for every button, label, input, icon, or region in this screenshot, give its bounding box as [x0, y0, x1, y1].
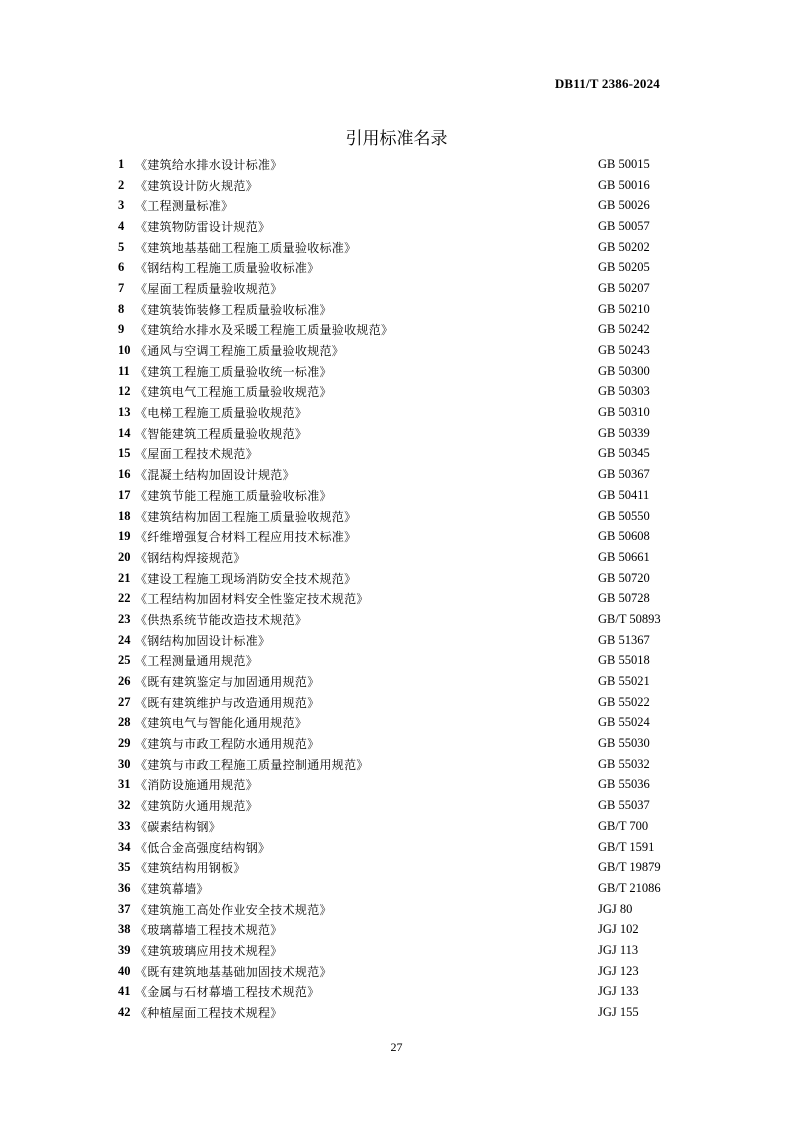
reference-row — [118, 257, 678, 278]
reference-number: 30 — [118, 756, 131, 771]
reference-title: 《建筑施工高处作业安全技术规范》 — [135, 902, 332, 917]
reference-standard-code: GB/T 50893 — [598, 611, 661, 626]
reference-row — [118, 526, 678, 547]
reference-standard-code: JGJ 102 — [598, 922, 639, 937]
reference-title: 《建筑电气与智能化通用规范》 — [135, 716, 308, 731]
reference-number: 19 — [118, 529, 131, 544]
reference-number: 25 — [118, 653, 131, 668]
reference-standard-code: GB 55024 — [598, 715, 650, 730]
reference-standard-code: GB 55037 — [598, 798, 650, 813]
reference-standard-code: GB 50339 — [598, 425, 650, 440]
reference-number: 13 — [118, 405, 131, 420]
reference-row — [118, 588, 678, 609]
reference-standard-code: GB 51367 — [598, 632, 650, 647]
reference-standard-code: GB 50411 — [598, 487, 650, 502]
reference-title: 《建筑与市政工程施工质量控制通用规范》 — [135, 757, 369, 772]
reference-title: 《建筑地基基础工程施工质量验收标准》 — [135, 240, 357, 255]
reference-number: 24 — [118, 632, 131, 647]
reference-standard-code: GB 50300 — [598, 363, 650, 378]
reference-row — [118, 175, 678, 196]
reference-row — [118, 547, 678, 568]
reference-number: 27 — [118, 694, 131, 709]
reference-list — [118, 154, 678, 1023]
reference-title: 《建筑玻璃应用技术规程》 — [135, 943, 283, 958]
reference-title: 《建筑结构用钢板》 — [135, 861, 246, 876]
reference-standard-code: JGJ 80 — [598, 901, 633, 916]
reference-title: 《消防设施通用规范》 — [135, 778, 259, 793]
reference-number: 3 — [118, 198, 125, 213]
reference-title: 《种植屋面工程技术规程》 — [135, 1006, 283, 1021]
page-number: 27 — [390, 1040, 403, 1054]
reference-row — [118, 382, 678, 403]
reference-row — [118, 630, 678, 651]
reference-standard-code: JGJ 155 — [598, 1005, 639, 1020]
reference-row — [118, 402, 678, 423]
reference-title: 《金属与石材幕墙工程技术规范》 — [135, 985, 320, 1000]
reference-number: 21 — [118, 570, 131, 585]
reference-title: 《既有建筑维护与改造通用规范》 — [135, 695, 320, 710]
reference-standard-code: GB 50367 — [598, 467, 650, 482]
reference-row — [118, 1002, 678, 1023]
reference-number: 31 — [118, 777, 131, 792]
reference-title: 《通风与空调工程施工质量验收规范》 — [135, 344, 345, 359]
reference-title: 《建筑幕墙》 — [135, 881, 209, 896]
reference-row — [118, 278, 678, 299]
reference-standard-code: GB 50015 — [598, 156, 650, 171]
reference-number: 12 — [118, 384, 131, 399]
reference-standard-code: GB/T 1591 — [598, 839, 655, 854]
reference-title: 《建筑节能工程施工质量验收标准》 — [135, 488, 332, 503]
reference-row — [118, 568, 678, 589]
reference-number: 35 — [118, 860, 131, 875]
reference-title: 《低合金高强度结构钢》 — [135, 840, 271, 855]
reference-title: 《建设工程施工现场消防安全技术规范》 — [135, 571, 357, 586]
reference-number: 28 — [118, 715, 131, 730]
reference-title: 《钢结构加固设计标准》 — [135, 633, 271, 648]
reference-number: 40 — [118, 963, 131, 978]
reference-standard-code: GB 50720 — [598, 570, 650, 585]
reference-standard-code: GB 50303 — [598, 384, 650, 399]
reference-title: 《电梯工程施工质量验收规范》 — [135, 406, 308, 421]
reference-standard-code: GB 50608 — [598, 529, 650, 544]
reference-title: 《钢结构工程施工质量验收标准》 — [135, 261, 320, 276]
reference-number: 29 — [118, 736, 131, 751]
reference-row — [118, 444, 678, 465]
reference-number: 32 — [118, 798, 131, 813]
reference-number: 8 — [118, 301, 125, 316]
reference-number: 34 — [118, 839, 131, 854]
reference-number: 10 — [118, 343, 131, 358]
reference-row — [118, 982, 678, 1003]
reference-title: 《既有建筑地基基础加固技术规范》 — [135, 964, 332, 979]
reference-standard-code: GB/T 21086 — [598, 880, 661, 895]
reference-standard-code: GB 50202 — [598, 239, 650, 254]
reference-number: 7 — [118, 280, 125, 295]
reference-title: 《建筑给水排水设计标准》 — [135, 157, 283, 172]
reference-row — [118, 919, 678, 940]
reference-row — [118, 878, 678, 899]
reference-row — [118, 423, 678, 444]
reference-title: 《建筑与市政工程防水通用规范》 — [135, 737, 320, 752]
reference-row — [118, 816, 678, 837]
reference-row — [118, 651, 678, 672]
reference-number: 26 — [118, 674, 131, 689]
reference-number: 38 — [118, 922, 131, 937]
reference-standard-code: JGJ 123 — [598, 963, 639, 978]
reference-number: 33 — [118, 818, 131, 833]
reference-title: 《供热系统节能改造技术规范》 — [135, 612, 308, 627]
reference-number: 2 — [118, 177, 125, 192]
reference-title: 《工程结构加固材料安全性鉴定技术规范》 — [135, 592, 369, 607]
reference-row — [118, 837, 678, 858]
reference-title: 《既有建筑鉴定与加固通用规范》 — [135, 675, 320, 690]
reference-row — [118, 195, 678, 216]
reference-number: 36 — [118, 880, 131, 895]
reference-number: 42 — [118, 1005, 131, 1020]
reference-title: 《建筑装饰装修工程质量验收标准》 — [135, 302, 332, 317]
reference-number: 41 — [118, 984, 131, 999]
reference-number: 17 — [118, 487, 131, 502]
reference-title: 《建筑给水排水及采暖工程施工质量验收规范》 — [135, 323, 394, 338]
reference-row — [118, 609, 678, 630]
reference-standard-code: GB 50057 — [598, 218, 650, 233]
reference-row — [118, 692, 678, 713]
reference-number: 4 — [118, 218, 125, 233]
reference-standard-code: GB 55030 — [598, 736, 650, 751]
reference-number: 1 — [118, 156, 125, 171]
reference-row — [118, 857, 678, 878]
reference-number: 37 — [118, 901, 131, 916]
reference-standard-code: GB 55021 — [598, 674, 650, 689]
reference-standard-code: GB 50345 — [598, 446, 650, 461]
reference-title: 《碳素结构钢》 — [135, 819, 222, 834]
reference-title: 《纤维增强复合材料工程应用技术标准》 — [135, 530, 357, 545]
reference-standard-code: GB 50210 — [598, 301, 650, 316]
reference-standard-code: JGJ 113 — [598, 942, 639, 957]
reference-standard-code: GB 50016 — [598, 177, 650, 192]
reference-number: 20 — [118, 549, 131, 564]
reference-row — [118, 464, 678, 485]
reference-row — [118, 485, 678, 506]
page-title: 引用标准名录 — [345, 129, 448, 149]
reference-number: 16 — [118, 467, 131, 482]
reference-row — [118, 340, 678, 361]
reference-title: 《玻璃幕墙工程技术规范》 — [135, 923, 283, 938]
reference-title: 《钢结构焊接规范》 — [135, 550, 246, 565]
reference-title: 《混凝土结构加固设计规范》 — [135, 468, 295, 483]
reference-row — [118, 961, 678, 982]
reference-standard-code: GB 50205 — [598, 260, 650, 275]
reference-standard-code: JGJ 133 — [598, 984, 639, 999]
reference-title: 《智能建筑工程质量验收规范》 — [135, 426, 308, 441]
reference-row — [118, 940, 678, 961]
reference-standard-code: GB 50242 — [598, 322, 650, 337]
reference-title: 《建筑结构加固工程施工质量验收规范》 — [135, 509, 357, 524]
reference-number: 39 — [118, 942, 131, 957]
reference-standard-code: GB 55032 — [598, 756, 650, 771]
reference-number: 23 — [118, 611, 131, 626]
reference-number: 15 — [118, 446, 131, 461]
reference-title: 《建筑防火通用规范》 — [135, 799, 259, 814]
reference-row — [118, 713, 678, 734]
reference-row — [118, 361, 678, 382]
reference-number: 22 — [118, 591, 131, 606]
reference-number: 6 — [118, 260, 125, 275]
reference-row — [118, 671, 678, 692]
reference-standard-code: GB 55018 — [598, 653, 650, 668]
reference-number: 14 — [118, 425, 131, 440]
reference-title: 《建筑工程施工质量验收统一标准》 — [135, 364, 332, 379]
reference-row — [118, 733, 678, 754]
reference-standard-code: GB 50728 — [598, 591, 650, 606]
reference-standard-code: GB 50310 — [598, 405, 650, 420]
reference-standard-code: GB 55022 — [598, 694, 650, 709]
reference-title: 《建筑电气工程施工质量验收规范》 — [135, 385, 332, 400]
reference-title: 《屋面工程质量验收规范》 — [135, 281, 283, 296]
reference-standard-code: GB/T 700 — [598, 818, 649, 833]
reference-title: 《建筑物防雷设计规范》 — [135, 219, 271, 234]
reference-standard-code: GB 50661 — [598, 549, 650, 564]
reference-row — [118, 775, 678, 796]
reference-row — [118, 154, 678, 175]
reference-number: 18 — [118, 508, 131, 523]
reference-row — [118, 216, 678, 237]
reference-title: 《建筑设计防火规范》 — [135, 178, 259, 193]
reference-standard-code: GB 50207 — [598, 280, 650, 295]
reference-title: 《屋面工程技术规范》 — [135, 447, 259, 462]
reference-number: 11 — [118, 363, 130, 378]
reference-standard-code: GB 55036 — [598, 777, 650, 792]
reference-row — [118, 795, 678, 816]
reference-row — [118, 320, 678, 341]
reference-number: 5 — [118, 239, 125, 254]
reference-row — [118, 237, 678, 258]
reference-title: 《工程测量标准》 — [135, 199, 234, 214]
reference-row — [118, 299, 678, 320]
reference-standard-code: GB 50243 — [598, 343, 650, 358]
reference-row — [118, 899, 678, 920]
reference-number: 9 — [118, 322, 125, 337]
reference-standard-code: GB/T 19879 — [598, 860, 661, 875]
reference-row — [118, 506, 678, 527]
reference-standard-code: GB 50550 — [598, 508, 650, 523]
reference-standard-code: GB 50026 — [598, 198, 650, 213]
reference-row — [118, 754, 678, 775]
reference-title: 《工程测量通用规范》 — [135, 654, 259, 669]
document-code: DB11/T 2386-2024 — [554, 76, 660, 91]
